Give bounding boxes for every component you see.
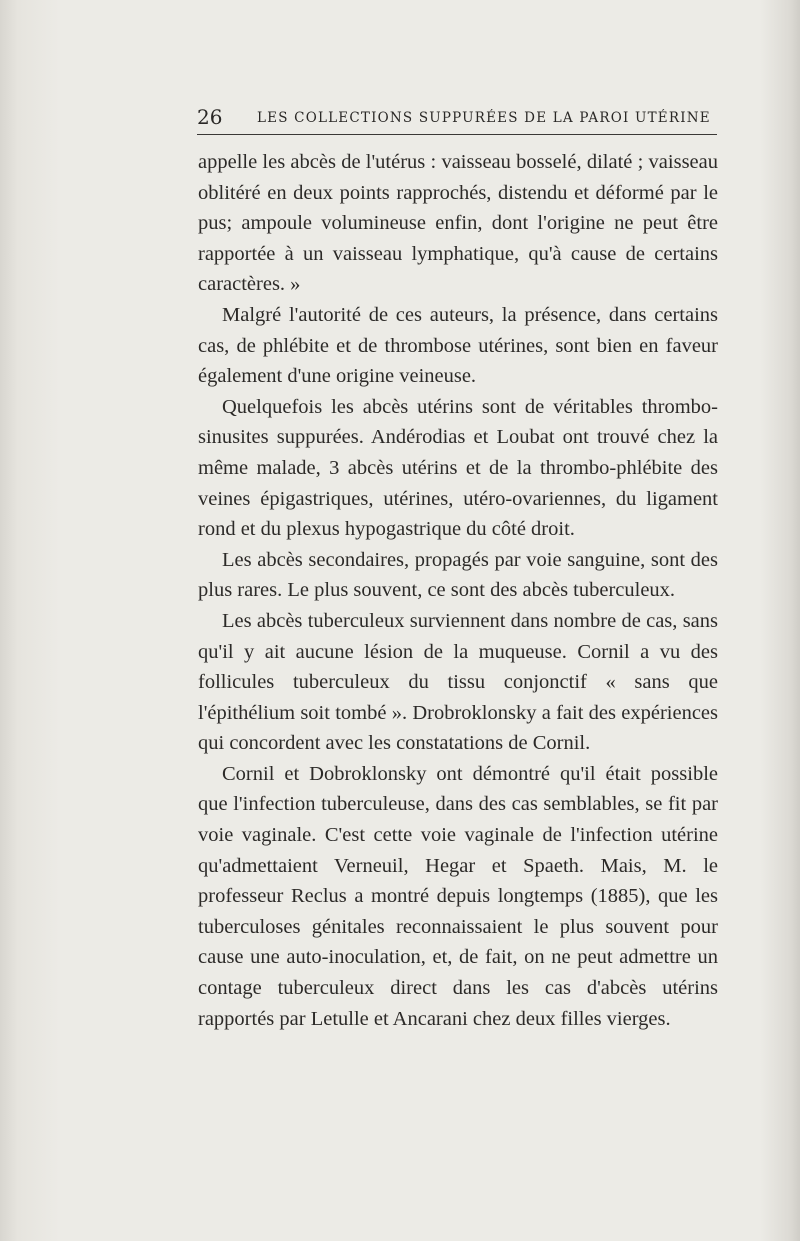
paragraph: Cornil et Dobroklonsky ont démontré qu'il était possible que l'infection tuberculeuse, dans des cas semblables, se fit par voie vaginale. C'est cette voie vaginale de l'infection utérine qu'admettaient Verneuil, Hegar et Spaeth. Mais, M. le professeur Reclus a montré depuis longtemps (1885), que les tuberculoses génitales reconnaissaient le plus souvent pour cause une auto-inoculation, et, de fait, on ne peut admettre un contage tuberculeux direct dans les cas d'abcès utérins rapportés par Letulle et Ancarani chez deux filles vierges. xyxy=(198,762,718,1030)
paragraph: Les abcès secondaires, propagés par voie sanguine, sont des plus rares. Le plus souvent, ce sont des abcès tuberculeux. xyxy=(198,548,718,602)
paragraph-continuation: appelle les abcès de l'utérus : vaisseau bosselé, dilaté ; vaisseau oblitéré en deux points rapprochés, distendu et déformé par le pus; ampoule volumineuse enfin, dont l'origine ne peut être rapportée à un vaisseau lymphatique, qu'à cause de certains caractères. » xyxy=(198,151,718,296)
header-rule xyxy=(197,134,717,135)
paragraph: Malgré l'autorité de ces auteurs, la présence, dans certains cas, de phlébite et de thrombose utérines, sont bien en faveur également d'une origine veineuse. xyxy=(198,303,718,388)
paragraph: Quelquefois les abcès utérins sont de véritables thrombo-sinusites suppurées. Andérodias et Loubat ont trouvé chez la même malade, 3 abcès utérins et de la thrombo-phlébite des veines épigastriques, utérines, utéro-ovariennes, du ligament rond et du plexus hypogastrique du côté droit. xyxy=(198,395,718,541)
paragraph: Les abcès tuberculeux surviennent dans nombre de cas, sans qu'il y ait aucune lésion de la muqueuse. Cornil a vu des follicules tuberculeux du tissu conjonctif « sans que l'épithélium soit tombé ». Drobroklonsky a fait des expériences qui concordent avec les constatations de Cornil. xyxy=(198,609,718,755)
body-text xyxy=(198,147,718,1034)
page-number: 26 xyxy=(197,105,223,129)
page-header xyxy=(197,104,717,130)
running-title: LES COLLECTIONS SUPPURÉES DE LA PAROI UTÉRINE xyxy=(257,110,711,126)
